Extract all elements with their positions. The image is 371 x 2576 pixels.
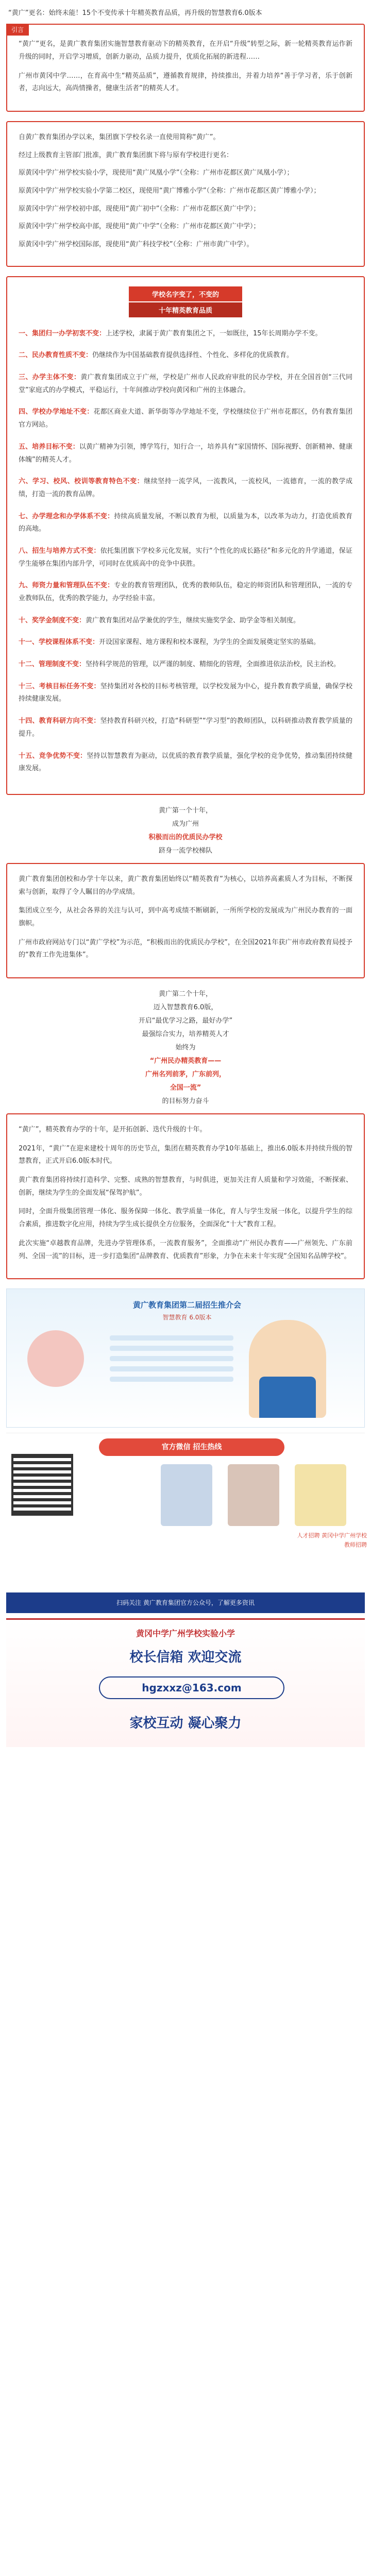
feature-body: 开设国家课程、地方课程和校本课程，为学生的全面发展奠定坚实的基础。: [99, 638, 321, 647]
card-two-paragraph: 广州市政府网站专门以“黄广学校”为示范，“积极而出的优质民办学校”，在全国2021年获广州市政府教育局授予的“教育工作先进集体”。: [19, 938, 352, 959]
feature-heading: 十、奖学金制度不变：: [19, 616, 86, 624]
intro-paragraph: 广州市黄冈中学……，在育高中生“精英品质”，遵循教育规律，持续推出，并着力培养“善于学习者，乐于创新者，志向远大，高尚情操者，健康生活者”的精英人才。: [19, 72, 352, 93]
feature-body: 持续高质量发展，不断以教育为根，以质量为本，以改革为动力，打造优质教育的高地。: [19, 512, 352, 533]
feature-heading: 三、办学主体不变：: [19, 374, 81, 382]
feature-body: 仍继续作为中国基础教育提供选择性、个性化、多样化的优质教育。: [92, 351, 294, 360]
schools-card: [6, 121, 365, 267]
center-line: 始终为: [175, 1044, 196, 1052]
poster-subtitle: 智慧教育 6.0版本: [162, 1314, 212, 1321]
school-paragraph: 原黄冈中学广州学校实验小学，现使用“黄广凤凰小学”（全称：广州市花都区黄广凤凰小学）；: [19, 169, 294, 177]
feature-item: [19, 328, 352, 341]
section-header: [129, 286, 242, 317]
qr-section: [6, 1433, 365, 1587]
follow-strip[interactable]: 扫码关注 黄广教育集团官方公众号，了解更多资讯: [6, 1592, 365, 1613]
center-block-decade-one: [0, 804, 371, 858]
school-paragraph: 原黄冈中学广州学校实验小学第二校区，现使用“黄广博雅小学”（全称：广州市花都区黄广博雅小学）；: [19, 187, 321, 195]
feature-item: [19, 441, 352, 466]
card-two-paragraph: 集团成立至今，从社会各界的关注与认可，到中高考成绩不断刷新，一所所学校的发展成为广州民办教育的一面旗帜。: [19, 907, 352, 927]
feature-body: 以黄广精神为引领，博学笃行，知行合一，培养具有“家国情怀、国际视野、创新精神、健康体魄”的精英人才。: [19, 443, 352, 464]
footer-school-name: 黄冈中学广州学校实验小学: [136, 1629, 235, 1639]
center-line: 全国一流”: [170, 1084, 201, 1092]
feature-heading: 十五、竞争优势不变：: [19, 752, 87, 760]
center-block-decade-two: [0, 988, 371, 1108]
feature-heading: 一、集团归一办学初衷不变：: [19, 329, 106, 337]
feature-body: 坚持教育科研兴校，打造“科研型”“学习型”的教师团队，以科研推动教育教学质量的提升。: [19, 717, 352, 738]
feature-heading: 十二、管理制度不变：: [19, 660, 86, 669]
feature-item: [19, 636, 352, 649]
intro-card: [6, 24, 365, 112]
center-line: 黄广第二个十年，: [158, 990, 212, 998]
feature-heading: 八、招生与培养方式不变：: [19, 547, 100, 555]
features-card: [6, 276, 365, 795]
poster-text-line: [110, 1366, 233, 1371]
card-two-paragraph: 黄广教育集团创校和办学十年以来，黄广教育集团始终以“精英教育”为核心，以培养高素质人才为目标，不断探索与创新，取得了令人瞩目的办学成绩。: [19, 875, 352, 896]
feature-heading: 十三、考核目标任务不变：: [19, 682, 100, 690]
feature-item: [19, 511, 352, 536]
feature-body: 黄广教育集团对品学兼优的学生，继续实施奖学金、助学金等相关制度。: [86, 616, 300, 624]
feature-heading: 九、师资力量和管理队伍不变：: [19, 582, 114, 590]
qr-banner: 官方微信 招生热线: [99, 1438, 284, 1456]
feature-item: [19, 371, 352, 397]
recruitment-poster: [6, 1289, 365, 1428]
center-line: 成为广州: [172, 820, 199, 828]
feature-body: 坚持以智慧教育为驱动，以优质的教育教学质量，强化学校的竞争优势，推动集团持续健康发展。: [19, 752, 352, 773]
feature-body: 依托集团旗下学校多元化发展，实行“个性化的成长路径”和多元化的升学通道，保证学生能够在集团内部升学，可同时在优质高中的竞争中获胜。: [19, 547, 352, 568]
promo-photo: [295, 1464, 346, 1526]
card-two: [6, 863, 365, 978]
promo-photo: [161, 1464, 212, 1526]
promo-photo: [228, 1464, 279, 1526]
section-header-line: 学校名字变了，不变的: [129, 286, 242, 301]
feature-body: 花都区商业大道、新华街等办学地址不变，学校继续位于广州市花都区，仍有教育集团官方网站。: [19, 408, 352, 429]
feature-body: 黄广教育集团成立于广州，学校是广州市人民政府审批的民办学校，并在全国首创“三代同堂”家庭式的办学模式，平稳运行，十年间推动学校向黄冈和广州的主体融合。: [19, 374, 352, 394]
feature-body: 坚持集团对各校的目标考核管理，以学校发展为中心，提升教育教学质量，确保学校持续健康发展。: [19, 682, 352, 703]
footer-bottom-slogan: 家校互动 凝心聚力: [129, 1716, 242, 1732]
intro-tag: 引言: [6, 24, 29, 36]
feature-item: [19, 715, 352, 740]
bottom-spacer: [0, 1747, 371, 1757]
qr-code-icon[interactable]: [11, 1454, 73, 1516]
center-line: 积极而出的优质民办学校: [148, 833, 223, 841]
footer-banner: [6, 1618, 365, 1747]
school-paragraph: 自黄广教育集团办学以来，集团旗下学校名录一直使用简称“黄广”。: [19, 133, 220, 141]
school-paragraph: 原黄冈中学广州学校初中部，现使用“黄广初中”（全称：广州市花都区黄广中学）；: [19, 205, 260, 213]
student-illustration-shirt: [259, 1377, 316, 1418]
poster-text-line: [110, 1335, 233, 1341]
feature-body: 上述学校，隶属于黄广教育集团之下，一如既往，15年长周期办学不变。: [106, 329, 322, 337]
card-three-paragraph: “黄广”，精英教育办学的十年，是开拓创新、迭代升级的十年。: [19, 1126, 207, 1134]
features-list: [19, 328, 352, 775]
center-line: 的目标努力奋斗: [162, 1097, 209, 1106]
school-paragraph: 原黄冈中学广州学校国际部，现使用“黄广科技学校”（全称：广州市黄广中学）。: [19, 241, 254, 249]
center-line: 广州名列前茅，广东前列，: [145, 1071, 226, 1079]
principal-email-link[interactable]: hgzxxz@163.com: [99, 1676, 284, 1699]
poster-title: 黄广教育集团第二届招生推介会: [132, 1300, 241, 1310]
center-line: 跻身一流学校梯队: [158, 846, 212, 855]
poster-decoration: [27, 1330, 84, 1387]
feature-item: [19, 681, 352, 706]
intro-paragraph: “黄广”更名，是黄广教育集团实施智慧教育驱动下的精英教育，在开启“升级”转型之际，新一轮精英教育运作新升级的同时，开启学习增质，创新力驱动，品质力提升，优质化拓展的新进程……: [19, 40, 352, 61]
feature-heading: 七、办学理念和办学体系不变：: [19, 512, 114, 520]
card-three-paragraph: 此次实施“卓越教育品牌，先进办学管理体系，一流教育服务”，全面推动“广州民办教育——广州领先、广东前列、全国一流”的目标，进一步打造集团“品牌教育、优质教育”形象，力争在未来十年实现“全国知名品牌学校”。: [19, 1239, 352, 1260]
feature-item: [19, 658, 352, 671]
feature-body: 坚持科学规范的管理，以严谨的制度、精细化的管理，全面推进依法治校，民主治校。: [86, 660, 341, 669]
feature-body: 专业的教育管理团队，优秀的教师队伍，稳定的师资团队和管理团队，一流的专业教师队伍，优秀的教学能力，办学经验丰富。: [19, 582, 352, 603]
feature-item: [19, 349, 352, 362]
feature-heading: 五、培养目标不变：: [19, 443, 79, 451]
card-three-paragraph: 2021年，“黄广”在迎来建校十周年的历史节点，集团在精英教育办学10年基础上，推出6.0版本并持续升级的智慧教育，正式开启6.0版本时代。: [19, 1144, 352, 1165]
card-three-paragraph: 黄广教育集团将持续打造科学、完整、成熟的智慧教育，与时俱进，更加关注育人质量和学习效能，不断探索、创新，继续为学生的全面发展“保驾护航”。: [19, 1176, 352, 1197]
school-paragraph: 原黄冈中学广州学校高中部，现使用“黄广中学”（全称：广州市花都区黄广中学）；: [19, 223, 260, 231]
feature-item: [19, 750, 352, 775]
feature-heading: 十四、教育科研方向不变：: [19, 717, 100, 725]
feature-item: [19, 615, 352, 628]
poster-text-line: [110, 1346, 233, 1351]
feature-item: [19, 580, 352, 605]
recruitment-note: 人才招聘 黄冈中学广州学校 教师招聘: [297, 1532, 367, 1548]
center-line: “广州民办精英教育——: [149, 1057, 222, 1065]
feature-heading: 六、学习、校风、校训等教育特色不变：: [19, 478, 144, 486]
school-paragraph: 经过上级教育主管部门批准，黄广教育集团旗下将与原有学校进行更名：: [19, 151, 233, 159]
center-line: 开启“最优学习之路，最好办学”: [138, 1017, 233, 1025]
card-three-paragraph: 同时，全面升级集团管理一体化、服务保障一体化、教学质量一体化，育人与学生发展一体化，以提升学生的综合素质，推进数字化应用，持续为学生成长提供全方位服务，全面深化“十大”教育工程。: [19, 1208, 352, 1229]
feature-item: [19, 476, 352, 501]
feature-item: [19, 406, 352, 431]
feature-heading: 十一、学校课程体系不变：: [19, 638, 99, 647]
center-line: 最强综合实力，培养精英人才: [142, 1030, 229, 1039]
section-header-line: 十年精英教育品质: [129, 302, 242, 317]
center-line: 迈入智慧教育6.0版，: [153, 1004, 218, 1012]
feature-item: [19, 545, 352, 570]
feature-heading: 二、民办教育性质不变：: [19, 351, 93, 360]
card-three: [6, 1113, 365, 1279]
feature-body: 继续坚持一流学风，一流教风，一流校风，一流德育，一流的教学成绩，打造一流的教育品牌。: [19, 478, 352, 498]
footer-slogan: 校长信箱 欢迎交流: [129, 1650, 242, 1666]
feature-heading: 四、学校办学地址不变：: [19, 408, 94, 416]
poster-text-line: [110, 1377, 233, 1382]
article-title: “黄广”更名：始终未能！15个不变传承十年精英教育品质，再升级的智慧教育6.0版本: [8, 9, 262, 17]
center-line: 黄广第一个十年，: [158, 806, 212, 815]
poster-text-line: [110, 1356, 233, 1361]
